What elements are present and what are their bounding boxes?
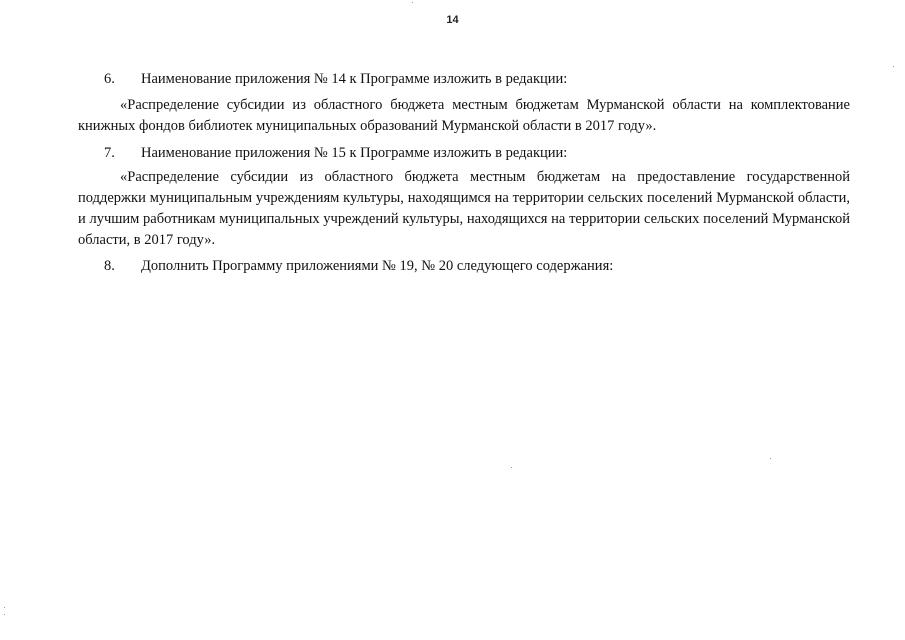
scan-speck [412,2,413,3]
scan-speck [4,607,5,608]
scan-speck [511,467,512,468]
item-number: 8. [104,258,115,274]
page-number: 14 [446,14,459,26]
item-number: 7. [104,145,115,161]
list-item-6 [104,69,567,89]
scan-speck [770,458,771,459]
scan-speck [893,66,894,67]
scan-speck [4,614,5,615]
item-number: 6. [104,71,115,87]
list-item-7 [104,143,567,163]
list-item-8 [104,256,613,276]
item-heading: Дополнить Программу приложениями № 19, № 20 следующего содержания: [141,258,614,274]
item-heading: Наименование приложения № 14 к Программе изложить в редакции: [141,71,568,87]
quoted-title-15: «Распределение субсидии из областного бюджета местным бюджетам на предоставление государственной поддержки муниципальным учреждениям культуры, находящимся на территории сельских поселений Мурманской области, и лучшим работникам муниципальных учреждений культуры, находящихся на территории сельских поселений Мурманской области, в 2017 году». [78,169,850,248]
quoted-title-14: «Распределение субсидии из областного бюджета местным бюджетам Мурманской области на комплектование книжных фондов библиотек муниципальных образований Мурманской области в 2017 году». [78,97,850,134]
item-heading: Наименование приложения № 15 к Программе изложить в редакции: [141,145,568,161]
